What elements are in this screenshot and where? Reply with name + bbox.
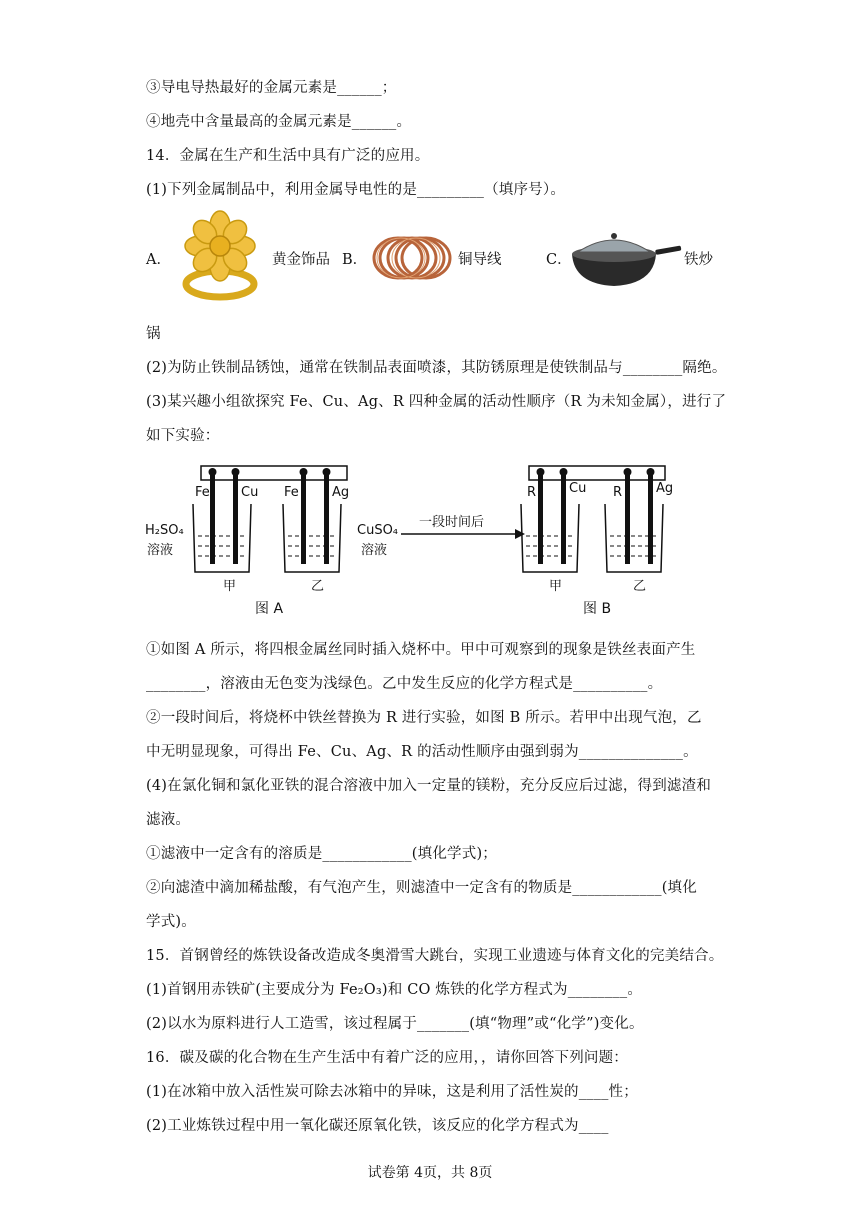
caption-figure-a: 图 A (255, 601, 284, 617)
q13-item-3: ③导电导热最好的金属元素是______； (146, 80, 397, 96)
q16-stem: 16．碳及碳的化合物在生产生活中有着广泛的应用，，请你回答下列问题： (146, 1050, 628, 1066)
q14-options (146, 202, 726, 310)
label-h2so4: H₂SO₄ (145, 523, 184, 538)
q14-stem: 14．金属在生产和生活中具有广泛的应用。 (146, 148, 430, 164)
label-b-r2: R (613, 485, 623, 500)
iron-wok-image (564, 226, 684, 290)
option-c-text: 铁炒 (684, 252, 713, 268)
label-h2so4-solution: 溶液 (147, 543, 174, 558)
q14-part-4-cont: 滤液。 (146, 812, 191, 828)
q16-part-2: (2)工业炼铁过程中用一氧化碳还原氧化铁，该反应的化学方程式为____ (146, 1118, 609, 1134)
q14-part-4: (4)在氯化铜和氯化亚铁的混合溶液中加入一定量的镁粉，充分反应后过滤，得到滤渣和 (146, 778, 712, 794)
q15-part-1: (1)首钢用赤铁矿(主要成分为 Fe₂O₃)和 CO 炼铁的化学方程式为________。 (146, 982, 643, 998)
q14-3-item-1-cont: ________，溶液由无色变为浅绿色。乙中发生反应的化学方程式是__________。 (146, 676, 663, 692)
q15-part-2: (2)以水为原料进行人工造雪，该过程属于_______(填“物理”或“化学”)变化。 (146, 1016, 644, 1032)
q14-3-item-1: ①如图 A 所示，将四根金属丝同时插入烧杯中。甲中可观察到的现象是铁丝表面产生 (146, 642, 696, 658)
q14-3-item-2: ②一段时间后，将烧杯中铁丝替换为 R 进行实验，如图 B 所示。若甲中出现气泡，乙 (146, 710, 702, 726)
label-a-fe2: Fe (284, 485, 299, 500)
option-a-text: 黄金饰品 (272, 252, 330, 268)
label-a-yi: 乙 (311, 579, 325, 594)
copper-wire-image (368, 228, 456, 288)
caption-figure-b: 图 B (583, 601, 612, 617)
label-b-yi: 乙 (633, 579, 647, 594)
label-a-ag: Ag (332, 485, 350, 500)
q16-part-1: (1)在冰箱中放入活性炭可除去冰箱中的异味，这是利用了活性炭的____性； (146, 1084, 638, 1100)
option-a-label: A． (146, 252, 171, 268)
q15-stem: 15．首钢曾经的炼铁设备改造成冬奥滑雪大跳台，实现工业遗迹与体育文化的完美结合。 (146, 948, 724, 964)
label-b-ag: Ag (656, 481, 674, 496)
page-footer: 试卷第 4页，共 8页 (367, 1165, 493, 1181)
gold-ring-image (170, 206, 270, 306)
option-c-label: C． (546, 252, 572, 268)
option-b-text: 铜导线 (458, 252, 502, 268)
label-a-jia: 甲 (223, 579, 237, 594)
q14-4-item-2: ②向滤渣中滴加稀盐酸，有气泡产生，则滤渣中一定含有的物质是____________(填化 (146, 880, 697, 896)
q14-4-item-1: ①滤液中一定含有的溶质是____________(填化学式)； (146, 846, 498, 862)
q14-part-2: (2)为防止铁制品锈蚀，通常在铁制品表面喷漆，其防锈原理是使铁制品与________隔绝。 (146, 360, 727, 376)
label-a-fe1: Fe (195, 485, 210, 500)
label-b-r1: R (527, 485, 537, 500)
label-after-time: 一段时间后 (419, 515, 485, 530)
q13-item-4: ④地壳中含量最高的金属元素是______。 (146, 114, 412, 130)
q14-4-item-2-cont: 学式)。 (146, 914, 196, 930)
q14-part-3-cont: 如下实验： (146, 428, 220, 444)
q14-part-3: (3)某兴趣小组欲探究 Fe、Cu、Ag、R 四种金属的活动性顺序（R 为未知金属），进行了 (146, 394, 727, 410)
q14-part-1: (1)下列金属制品中，利用金属导电性的是_________（填序号）。 (146, 182, 566, 198)
label-a-cu: Cu (241, 485, 259, 500)
label-b-jia: 甲 (549, 579, 563, 594)
label-cuso4: CuSO₄ (357, 523, 399, 538)
experiment-diagram (143, 462, 713, 622)
option-c-text-cont: 锅 (146, 326, 161, 342)
q14-3-item-2-cont: 中无明显现象，可得出 Fe、Cu、Ag、R 的活动性顺序由强到弱为______________。 (146, 744, 698, 760)
option-b-label: B． (342, 252, 368, 268)
label-cuso4-solution: 溶液 (361, 543, 388, 558)
label-b-cu: Cu (569, 481, 587, 496)
